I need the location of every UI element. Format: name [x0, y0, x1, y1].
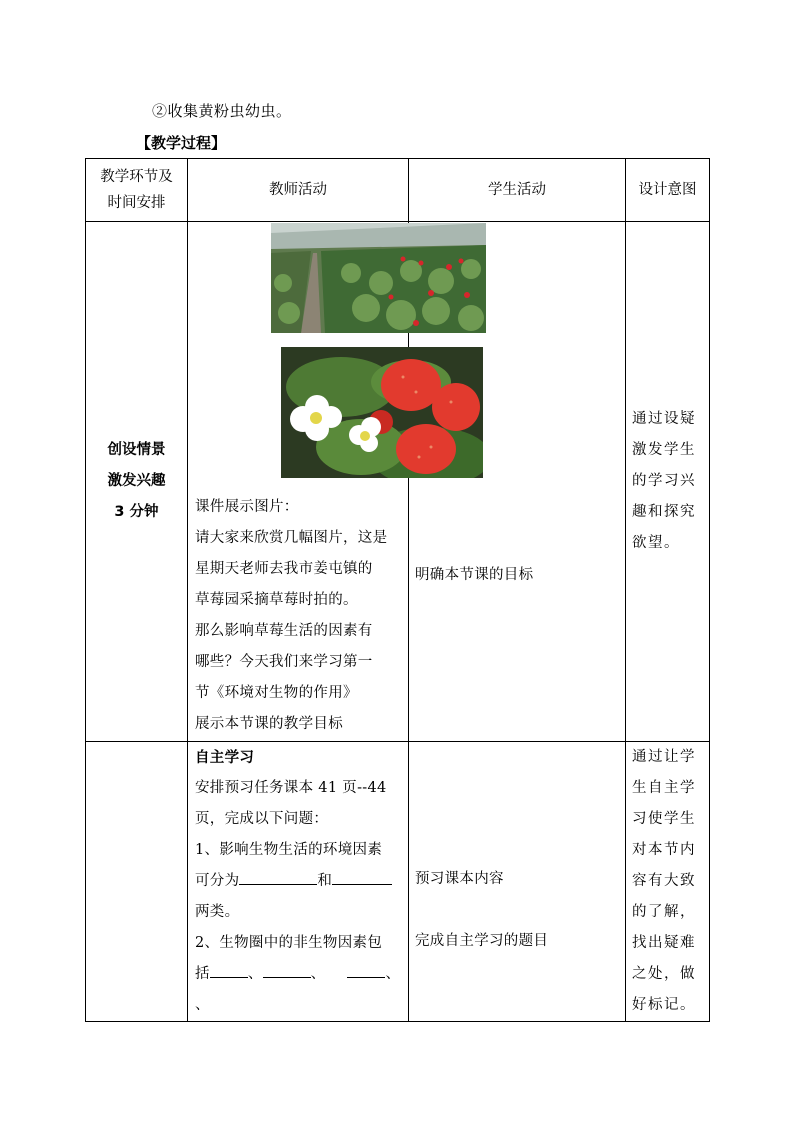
header-stage: 教学环节及 时间安排	[86, 159, 188, 222]
teacher-activity-text: 课件展示图片： 请大家来欣赏几幅图片，这是 星期天老师去我市姜屯镇的 草莓园采摘草莓时拍的。 那么影响草莓生活的因素有 哪些？今天我们来学习第一 节《环境对生物的作用》 展示本节课的教学目标	[195, 499, 388, 732]
header-teacher-activity: 教师活动	[188, 159, 409, 222]
student-activity-cell	[409, 742, 626, 1022]
section-title: 【教学过程】	[136, 134, 227, 152]
header-design-intent: 设计意图	[626, 159, 710, 222]
table-row	[86, 742, 710, 1022]
stage-cell-empty	[86, 742, 188, 1022]
teacher-activity-text: 自主学习 安排预习任务课本 41 页--44 页，完成以下问题： 1、影响生物生活的环境因素 可分为 和 两类。 2、生物圈中的非生物因素包 括 、 、 、 、	[195, 749, 401, 1013]
student-activity-text: 预习课本内容 完成自主学习的题目	[415, 871, 549, 949]
design-intent-cell: 通过让学 生自主学 习使学生 对本节内 容有大致 的了解， 找出疑难 之处，做 好标记。	[626, 742, 710, 1022]
strawberry-closeup-photo	[281, 347, 483, 478]
strawberry-greenhouse-photo	[271, 223, 486, 333]
intro-line: ②收集黄粉虫幼虫。	[152, 102, 292, 120]
teacher-activity-cell	[188, 742, 409, 1022]
design-intent-cell: 通过设疑 激发学生 的学习兴 趣和探究 欲望。	[626, 222, 710, 742]
student-activity-text-b: 明确本节课的目标	[415, 567, 534, 583]
header-student-activity: 学生活动	[409, 159, 626, 222]
table-header-row	[86, 159, 710, 222]
photo-area	[186, 221, 408, 491]
stage-cell: 创设情景 激发兴趣 3 分钟	[86, 222, 188, 742]
